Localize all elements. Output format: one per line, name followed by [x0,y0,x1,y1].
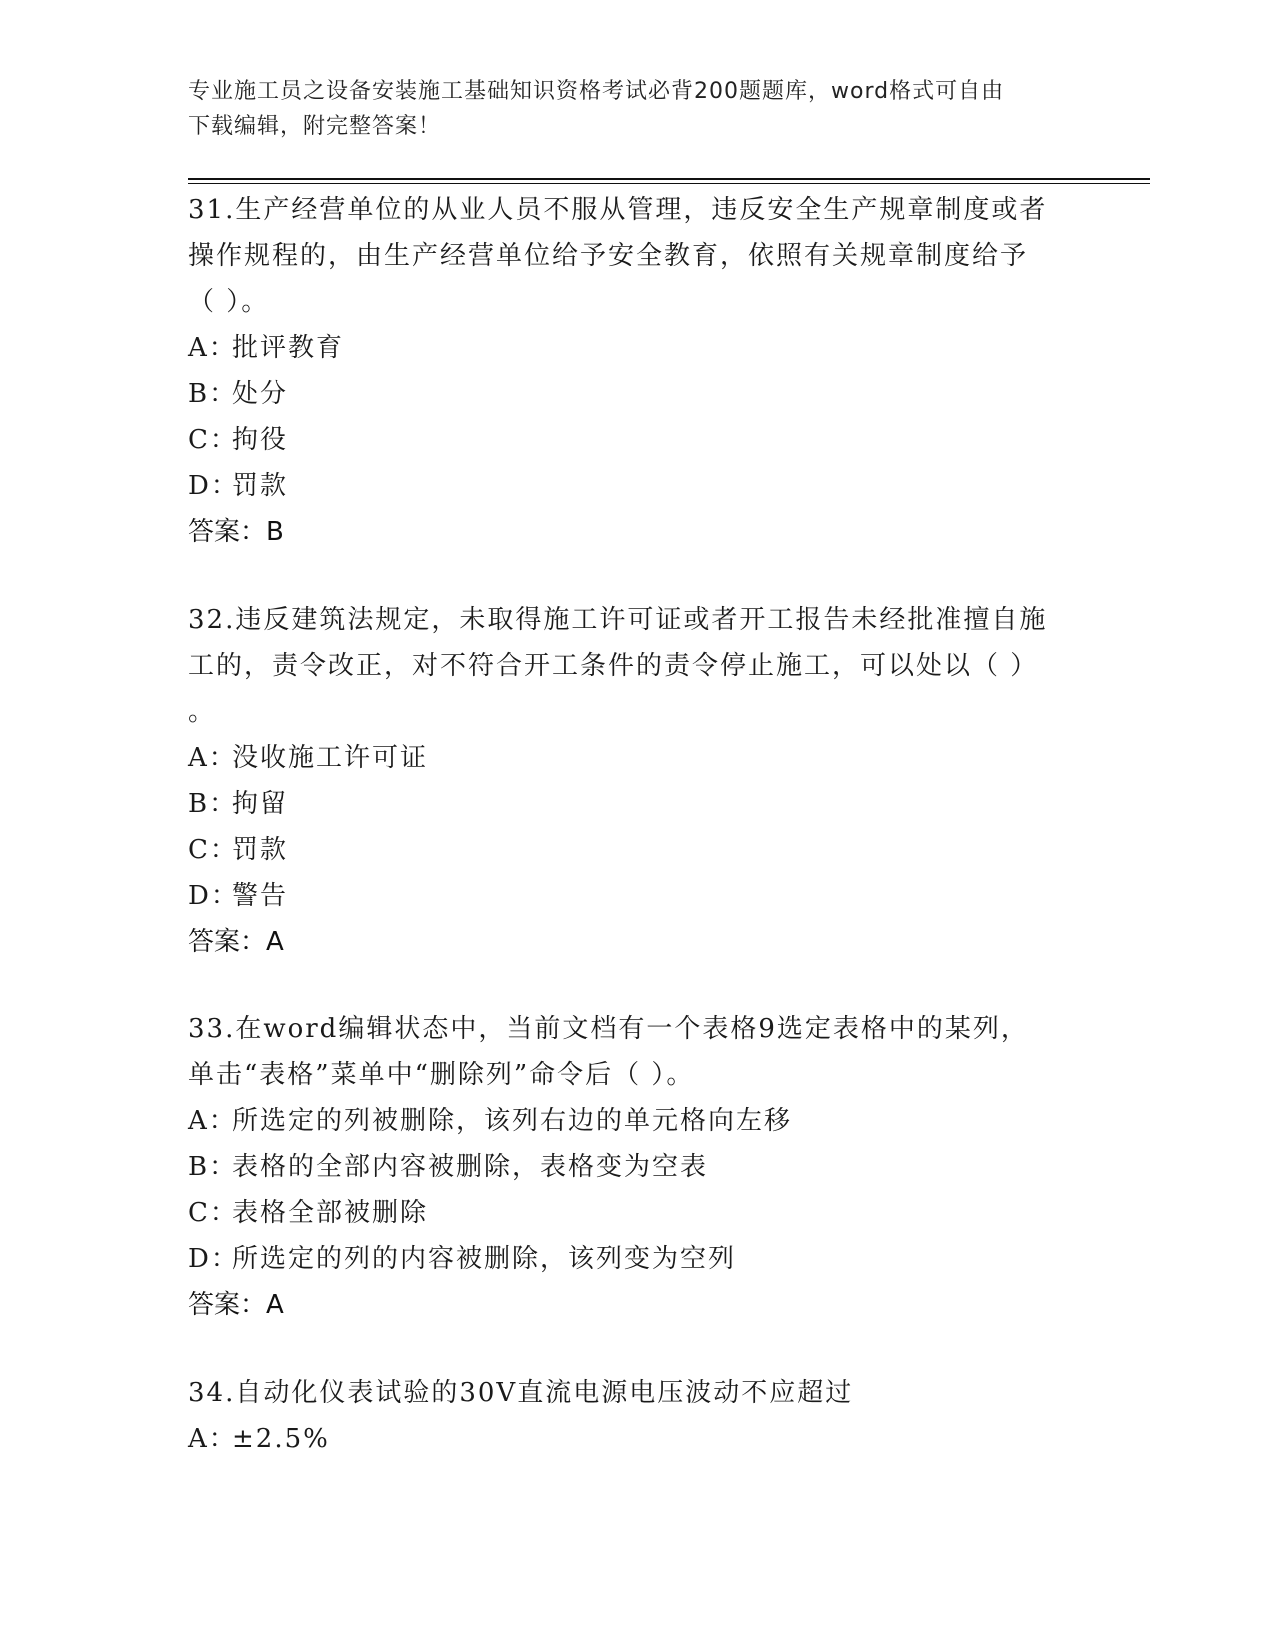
option-key: C： [188,425,238,455]
question-stem-line: 31.生产经营单位的从业人员不服从管理，违反安全生产规章制度或者 [188,195,1048,225]
header-line-2: 下载编辑，附完整答案！ [188,114,442,139]
option-key: C： [188,835,238,865]
question-34 [188,1370,1068,1462]
answer-label: 答案：A [188,927,284,957]
option-c [188,417,1068,463]
document-header [188,74,1068,144]
answer-label: 答案：B [188,517,284,547]
option-text: 批评教育 [232,333,345,363]
question-31 [188,187,1068,555]
option-d [188,1236,1068,1282]
option-d [188,873,1068,919]
header-divider-thick [188,178,1150,180]
option-text: 所选定的列被删除，该列右边的单元格向左移 [232,1106,793,1136]
option-a [188,1098,1068,1144]
option-text: 拘留 [232,789,289,819]
option-key: B： [188,1152,238,1182]
question-stem-line: 工的，责令改正，对不符合开工条件的责令停止施工，可以处以（ ） [188,651,1039,681]
option-c [188,827,1068,873]
option-key: A： [188,743,237,773]
option-text: ±2.5% [232,1424,330,1454]
option-text: 表格的全部内容被删除，表格变为空表 [232,1152,709,1182]
option-text: 拘役 [232,425,289,455]
option-text: 警告 [232,881,289,911]
option-key: A： [188,1424,237,1454]
option-key: D： [188,471,239,501]
question-stem-line: 34.自动化仪表试验的30V直流电源电压波动不应超过 [188,1378,854,1408]
option-key: D： [188,1244,239,1274]
question-stem-line: 33.在word编辑状态中，当前文档有一个表格9选定表格中的某列， [188,1014,1029,1044]
question-stem-line: 32.违反建筑法规定，未取得施工许可证或者开工报告未经批准擅自施 [188,605,1048,635]
option-c [188,1190,1068,1236]
option-text: 罚款 [232,471,289,501]
question-stem-line: 单击“表格”菜单中“删除列”命令后（ ）。 [188,1060,695,1090]
option-text: 处分 [232,379,289,409]
option-text: 表格全部被删除 [232,1198,429,1228]
option-a [188,1416,1068,1462]
option-key: D： [188,881,239,911]
option-key: A： [188,333,237,363]
option-d [188,463,1068,509]
option-text: 所选定的列的内容被删除，该列变为空列 [232,1244,737,1274]
question-stem-line: （ ）。 [188,287,270,317]
question-stem-line: 。 [188,697,217,727]
question-stem-line: 操作规程的，由生产经营单位给予安全教育，依照有关规章制度给予 [188,241,1029,271]
header-divider-thin [188,183,1150,184]
answer-label: 答案：A [188,1290,284,1320]
option-b [188,781,1068,827]
option-key: A： [188,1106,237,1136]
question-32 [188,597,1068,965]
option-text: 罚款 [232,835,289,865]
option-key: B： [188,789,238,819]
option-text: 没收施工许可证 [232,743,429,773]
option-a [188,735,1068,781]
option-key: C： [188,1198,238,1228]
option-key: B： [188,379,238,409]
option-a [188,325,1068,371]
header-line-1: 专业施工员之设备安装施工基础知识资格考试必背200题题库，word格式可自由 [188,79,1005,104]
question-33 [188,1006,1068,1328]
option-b [188,1144,1068,1190]
option-b [188,371,1068,417]
